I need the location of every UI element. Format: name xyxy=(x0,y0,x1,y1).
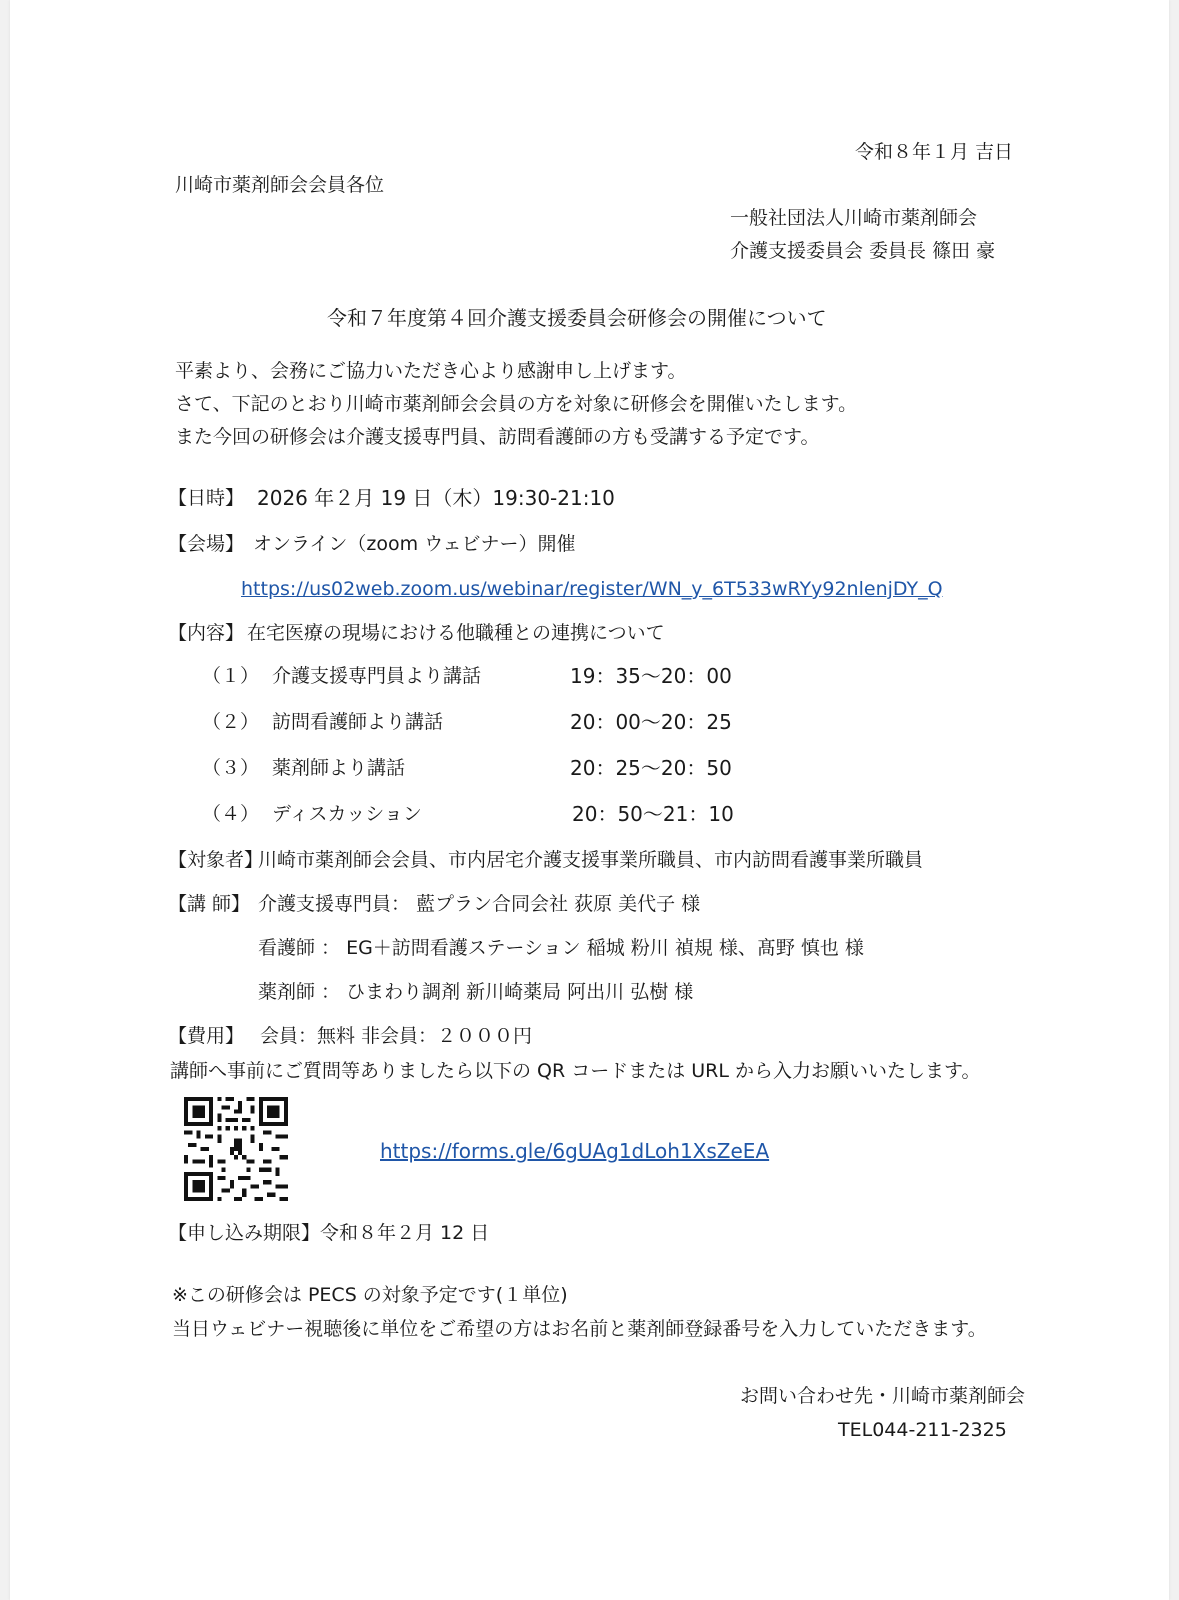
recipient: 川崎市薬剤師会会員各位 xyxy=(175,174,385,196)
question-note: 講師へ事前にご質問等ありましたら以下の QR コードまたは URL から入力お願いいたします。 xyxy=(170,1060,981,1082)
zoom-register-link[interactable]: https://us02web.zoom.us/webinar/register/WN_y_6T533wRYy92nlenjDY_Q xyxy=(241,578,943,600)
program-title: 薬剤師より講話 xyxy=(272,757,406,779)
venue-label: 【会場】 xyxy=(168,533,245,555)
lecturer-row: 看護師 ： EG＋訪問看護ステーション 稲城 粉川 禎規 様、髙野 慎也 様 xyxy=(258,937,864,959)
pecs-instruction: 当日ウェビナー視聴後に単位をご希望の方はお名前と薬剤師登録番号を入力していただきます。 xyxy=(172,1318,987,1340)
target-label: 【対象者】 xyxy=(168,849,264,871)
qr-code[interactable] xyxy=(184,1097,288,1201)
lecturer-label: 【講 師】 xyxy=(168,893,251,915)
program-time: 20：25〜20：50 xyxy=(570,756,732,780)
venue-value: オンライン（zoom ウェビナー）開催 xyxy=(253,533,576,555)
lecturer-row: 介護支援専門員： 藍プラン合同会社 荻原 美代子 様 xyxy=(258,893,701,915)
program-number: （１） xyxy=(202,665,260,687)
target-value: 川崎市薬剤師会会員、市内居宅介護支援事業所職員、市内訪問看護事業所職員 xyxy=(258,849,924,871)
document-title: 令和７年度第４回介護支援委員会研修会の開催について xyxy=(327,306,827,330)
content-value: 在宅医療の現場における他職種との連携について xyxy=(247,622,665,644)
program-number: （３） xyxy=(202,757,260,779)
lecturer-row: 薬剤師 ： ひまわり調剤 新川崎薬局 阿出川 弘樹 様 xyxy=(258,981,694,1003)
sender-org: 一般社団法人川崎市薬剤師会 xyxy=(730,207,978,229)
contact-label: お問い合わせ先・川崎市薬剤師会 xyxy=(740,1385,1026,1407)
program-title: ディスカッション xyxy=(272,803,422,825)
program-time: 20：00〜20：25 xyxy=(570,710,732,734)
intro-line: さて、下記のとおり川崎市薬剤師会会員の方を対象に研修会を開催いたします。 xyxy=(175,393,858,415)
fee-value: 会員：無料 非会員：２０００円 xyxy=(260,1025,533,1047)
pecs-note: ※この研修会は PECS の対象予定です(１単位) xyxy=(172,1284,568,1306)
intro-line: 平素より、会務にご協力いただき心より感謝申し上げます。 xyxy=(175,360,687,382)
sender-person: 介護支援委員会 委員長 篠田 豪 xyxy=(730,240,996,262)
document-page xyxy=(10,0,1169,1600)
program-title: 介護支援専門員より講話 xyxy=(272,665,482,687)
program-number: （２） xyxy=(202,711,260,733)
content-label: 【内容】 xyxy=(168,622,245,644)
datetime-label: 【日時】 xyxy=(168,487,245,509)
datetime-value: 2026 年２月 19 日（木）19:30-21:10 xyxy=(257,486,615,510)
intro-line: また今回の研修会は介護支援専門員、訪問看護師の方も受講する予定です。 xyxy=(175,426,820,448)
program-title: 訪問看護師より講話 xyxy=(272,711,444,733)
fee-label: 【費用】 xyxy=(168,1025,245,1047)
application-deadline: 【申し込み期限】令和８年２月 12 日 xyxy=(168,1222,490,1244)
issue-date: 令和８年１月 吉日 xyxy=(855,141,1014,163)
program-time: 20：50〜21：10 xyxy=(572,802,734,826)
contact-tel: TEL044-211-2325 xyxy=(838,1419,1007,1441)
google-form-link[interactable]: https://forms.gle/6gUAg1dLoh1XsZeEA xyxy=(380,1139,770,1163)
program-time: 19：35〜20：00 xyxy=(570,664,732,688)
program-number: （４） xyxy=(202,803,260,825)
